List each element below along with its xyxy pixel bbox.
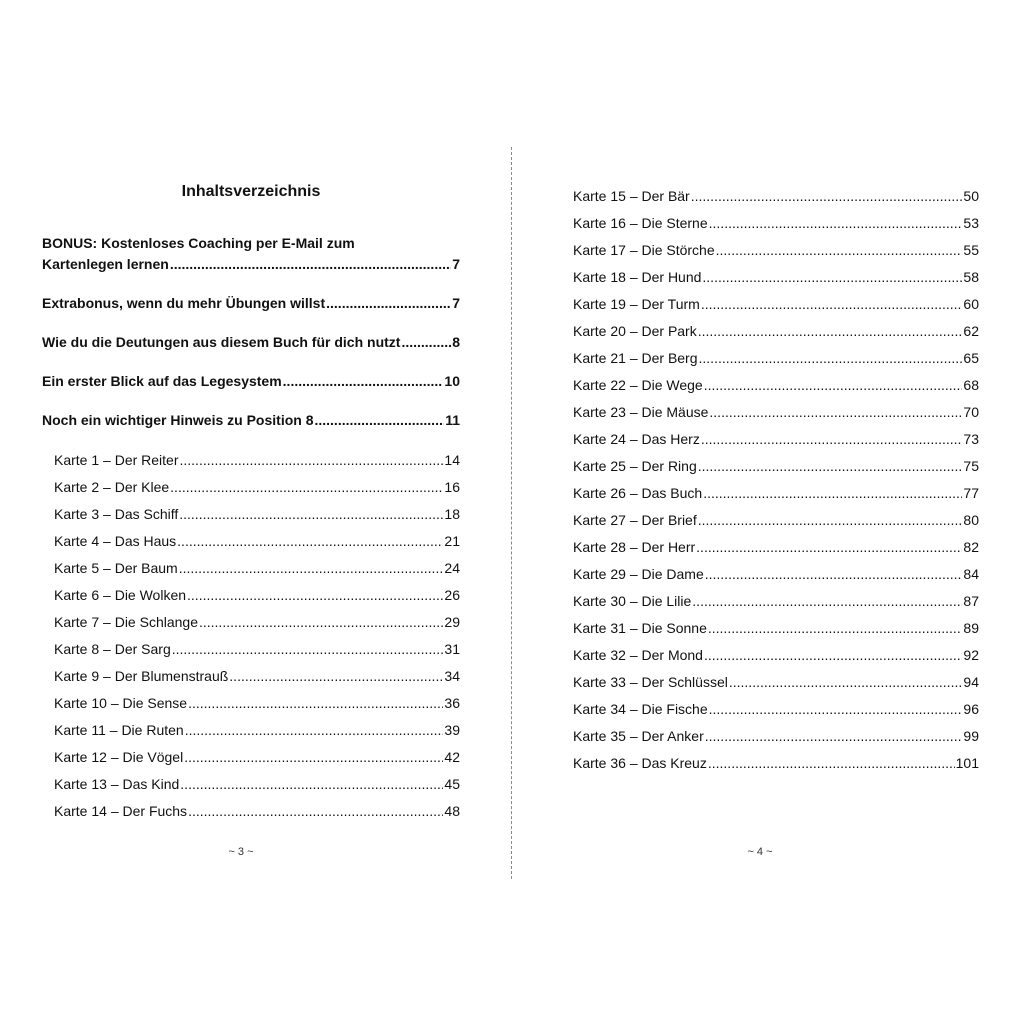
toc-entry-page-number: 14 [444,452,460,468]
toc-entry-page-number: 75 [963,458,979,474]
toc-section-entry[interactable] [42,332,460,353]
toc-entry-page-number: 82 [963,539,979,555]
toc-card-entry[interactable] [54,528,460,555]
toc-card-entry[interactable] [573,426,979,453]
toc-card-entry[interactable] [573,642,979,669]
dot-leader [698,453,963,480]
toc-entry-page-number: 65 [963,350,979,366]
toc-entry-page-number: 24 [444,560,460,576]
toc-card-entry[interactable] [573,345,979,372]
toc-card-entry[interactable] [54,798,460,825]
toc-entry-label: Karte 34 – Die Fische [573,701,708,717]
toc-section-row [42,371,460,392]
toc-section-entry[interactable] [42,293,460,314]
toc-entry-page-number: 92 [963,647,979,663]
dot-leader [698,507,963,534]
toc-card-entry[interactable] [54,744,460,771]
dot-leader [698,318,963,345]
toc-entry-label: Karte 26 – Das Buch [573,485,703,501]
page-number-left: ~ 3 ~ [228,846,254,858]
dot-leader [179,501,443,528]
toc-entry-label: Wie du die Deutungen aus diesem Buch für dich nutzt [42,334,401,350]
toc-entry-page-number: 89 [963,620,979,636]
dot-leader [326,293,451,314]
toc-entry-page-number: 73 [963,431,979,447]
toc-entry-page-number: 29 [444,614,460,630]
dot-leader [185,717,444,744]
toc-entry-label: Karte 33 – Der Schlüssel [573,674,728,690]
toc-entry-label: Karte 12 – Die Vögel [54,749,184,765]
dot-leader [696,534,962,561]
dot-leader [708,750,955,777]
dot-leader [229,663,443,690]
toc-entry-label: Karte 5 – Der Baum [54,560,178,576]
toc-entry-page-number: 36 [444,695,460,711]
toc-entry-label: Karte 24 – Das Herz [573,431,700,447]
toc-card-entry[interactable] [573,723,979,750]
dot-leader [188,690,443,717]
dot-leader [184,744,443,771]
toc-entry-label: Karte 29 – Die Dame [573,566,704,582]
toc-card-entry[interactable] [54,447,460,474]
toc-entry-label: Karte 27 – Der Brief [573,512,697,528]
toc-entry-page-number: 26 [444,587,460,603]
toc-section-entry[interactable] [42,233,460,275]
toc-entry-label: Karte 17 – Die Störche [573,242,715,258]
toc-entry-label: Karte 30 – Die Lilie [573,593,692,609]
toc-entry-page-number: 96 [963,701,979,717]
toc-entry-page-number: 94 [963,674,979,690]
toc-entry-page-number: 68 [963,377,979,393]
toc-entry-page-number: 42 [444,749,460,765]
toc-section-row [42,332,460,353]
toc-entry-page-number: 7 [452,256,460,272]
dot-leader [699,345,963,372]
toc-entry-page-number: 21 [444,533,460,549]
toc-entry-page-number: 45 [444,776,460,792]
dot-leader [691,183,963,210]
toc-card-entry[interactable] [573,399,979,426]
right-page-toc [573,183,979,777]
toc-entry-label: Karte 6 – Die Wolken [54,587,187,603]
dot-leader [401,332,451,353]
toc-card-entry[interactable] [573,480,979,507]
toc-card-entry[interactable] [573,291,979,318]
toc-entry-page-number: 80 [963,512,979,528]
toc-entry-label-line: BONUS: Kostenloses Coaching per E-Mail zum [42,235,355,251]
toc-entry-label: Karte 2 – Der Klee [54,479,170,495]
dot-leader [705,723,963,750]
toc-card-entry[interactable] [573,453,979,480]
toc-entry-label: Karte 3 – Das Schiff [54,506,179,522]
toc-card-entry[interactable] [573,534,979,561]
toc-entry-page-number: 55 [963,242,979,258]
toc-card-entry[interactable] [573,372,979,399]
toc-card-entry[interactable] [573,588,979,615]
left-page-toc [42,233,460,825]
dot-leader [708,615,963,642]
dot-leader [704,642,962,669]
toc-card-entry[interactable] [54,555,460,582]
dot-leader [729,669,963,696]
toc-section-row [42,293,460,314]
toc-entry-label: Karte 9 – Der Blumenstrauß [54,668,229,684]
dot-leader [180,771,443,798]
dot-leader [703,480,962,507]
toc-card-entry[interactable] [54,717,460,744]
toc-entry-page-number: 87 [963,593,979,609]
toc-entry-label: Karte 23 – Die Mäuse [573,404,709,420]
dot-leader [283,371,444,392]
toc-card-entry[interactable] [54,636,460,663]
toc-entry-page-number: 39 [444,722,460,738]
toc-entry-label: Karte 19 – Der Turm [573,296,700,312]
toc-card-entry[interactable] [54,501,460,528]
toc-entry-page-number: 99 [963,728,979,744]
dot-leader [170,474,443,501]
dot-leader [709,696,963,723]
toc-entry-label: Karte 8 – Der Sarg [54,641,171,657]
toc-entry-page-number: 58 [963,269,979,285]
toc-entry-page-number: 50 [963,188,979,204]
toc-entry-page-number: 8 [452,334,460,350]
toc-section-row [42,410,460,431]
toc-entry-page-number: 77 [963,485,979,501]
toc-entry-page-number: 84 [963,566,979,582]
toc-entry-page-number: 10 [444,373,460,389]
dot-leader [314,410,444,431]
toc-section-row [42,254,460,275]
toc-entry-label: Karte 7 – Die Schlange [54,614,198,630]
toc-card-entry[interactable] [573,210,979,237]
toc-card-entry[interactable] [54,609,460,636]
toc-entry-page-number: 34 [444,668,460,684]
page-gutter-divider [511,147,512,879]
toc-card-entry[interactable] [573,750,979,777]
toc-card-entry[interactable] [54,690,460,717]
toc-entry-label: Karte 28 – Der Herr [573,539,696,555]
toc-card-entry[interactable] [54,474,460,501]
toc-entry-page-number: 11 [445,412,460,428]
toc-entry-label: Karte 16 – Die Sterne [573,215,708,231]
dot-leader [705,561,963,588]
toc-entry-label: Noch ein wichtiger Hinweis zu Position 8 [42,412,314,428]
toc-entry-page-number: 16 [444,479,460,495]
dot-leader [172,636,444,663]
toc-entry-label: Karte 14 – Der Fuchs [54,803,188,819]
toc-entry-page-number: 60 [963,296,979,312]
toc-section-entry[interactable] [42,371,460,392]
toc-entry-label: Karte 35 – Der Anker [573,728,704,744]
toc-entry-label: Extrabonus, wenn du mehr Übungen willst [42,295,326,311]
dot-leader [692,588,962,615]
toc-entry-label: Karte 4 – Das Haus [54,533,177,549]
toc-entry-label: Ein erster Blick auf das Legesystem [42,373,282,389]
toc-entry-label: Karte 25 – Der Ring [573,458,697,474]
toc-card-entry[interactable] [573,696,979,723]
dot-leader [701,291,963,318]
dot-leader [716,237,963,264]
toc-entry-label: Karte 32 – Der Mond [573,647,703,663]
toc-entry-page-number: 101 [955,755,979,771]
dot-leader [177,528,443,555]
toc-entry-page-number: 31 [444,641,460,657]
toc-card-entry[interactable] [573,507,979,534]
toc-card-entry[interactable] [54,663,460,690]
toc-entry-label: Karte 10 – Die Sense [54,695,188,711]
dot-leader [709,210,963,237]
toc-card-entry[interactable] [54,582,460,609]
toc-card-entry[interactable] [573,561,979,588]
toc-entry-page-number: 62 [963,323,979,339]
toc-card-entry[interactable] [54,771,460,798]
toc-entry-page-number: 53 [963,215,979,231]
toc-entry-label: Karte 13 – Das Kind [54,776,180,792]
toc-entry-page-number: 70 [963,404,979,420]
toc-entry-label: Karte 11 – Die Ruten [54,722,184,738]
toc-card-entry[interactable] [573,615,979,642]
toc-entry-label: Karte 1 – Der Reiter [54,452,179,468]
toc-entry-label: Kartenlegen lernen [42,256,169,272]
toc-card-entry[interactable] [573,318,979,345]
toc-card-entry[interactable] [573,237,979,264]
dot-leader [709,399,962,426]
toc-entry-label: Karte 18 – Der Hund [573,269,702,285]
dot-leader [702,264,962,291]
dot-leader [187,582,443,609]
toc-section-entry[interactable] [42,410,460,431]
dot-leader [188,798,443,825]
toc-card-entry[interactable] [573,183,979,210]
dot-leader [170,254,451,275]
toc-title: Inhaltsverzeichnis [181,183,321,200]
toc-entry-label: Karte 20 – Der Park [573,323,697,339]
toc-entry-page-number: 48 [444,803,460,819]
dot-leader [179,555,444,582]
toc-card-entry[interactable] [573,264,979,291]
toc-entry-page-number: 7 [452,295,460,311]
toc-entry-label: Karte 15 – Der Bär [573,188,690,204]
page-number-right: ~ 4 ~ [747,846,773,858]
toc-card-entry[interactable] [573,669,979,696]
dot-leader [180,447,444,474]
dot-leader [701,426,963,453]
toc-entry-label: Karte 21 – Der Berg [573,350,698,366]
toc-entry-label: Karte 22 – Die Wege [573,377,703,393]
dot-leader [704,372,963,399]
toc-entry-page-number: 18 [444,506,460,522]
dot-leader [199,609,443,636]
toc-entry-label: Karte 31 – Die Sonne [573,620,707,636]
toc-entry-label: Karte 36 – Das Kreuz [573,755,707,771]
